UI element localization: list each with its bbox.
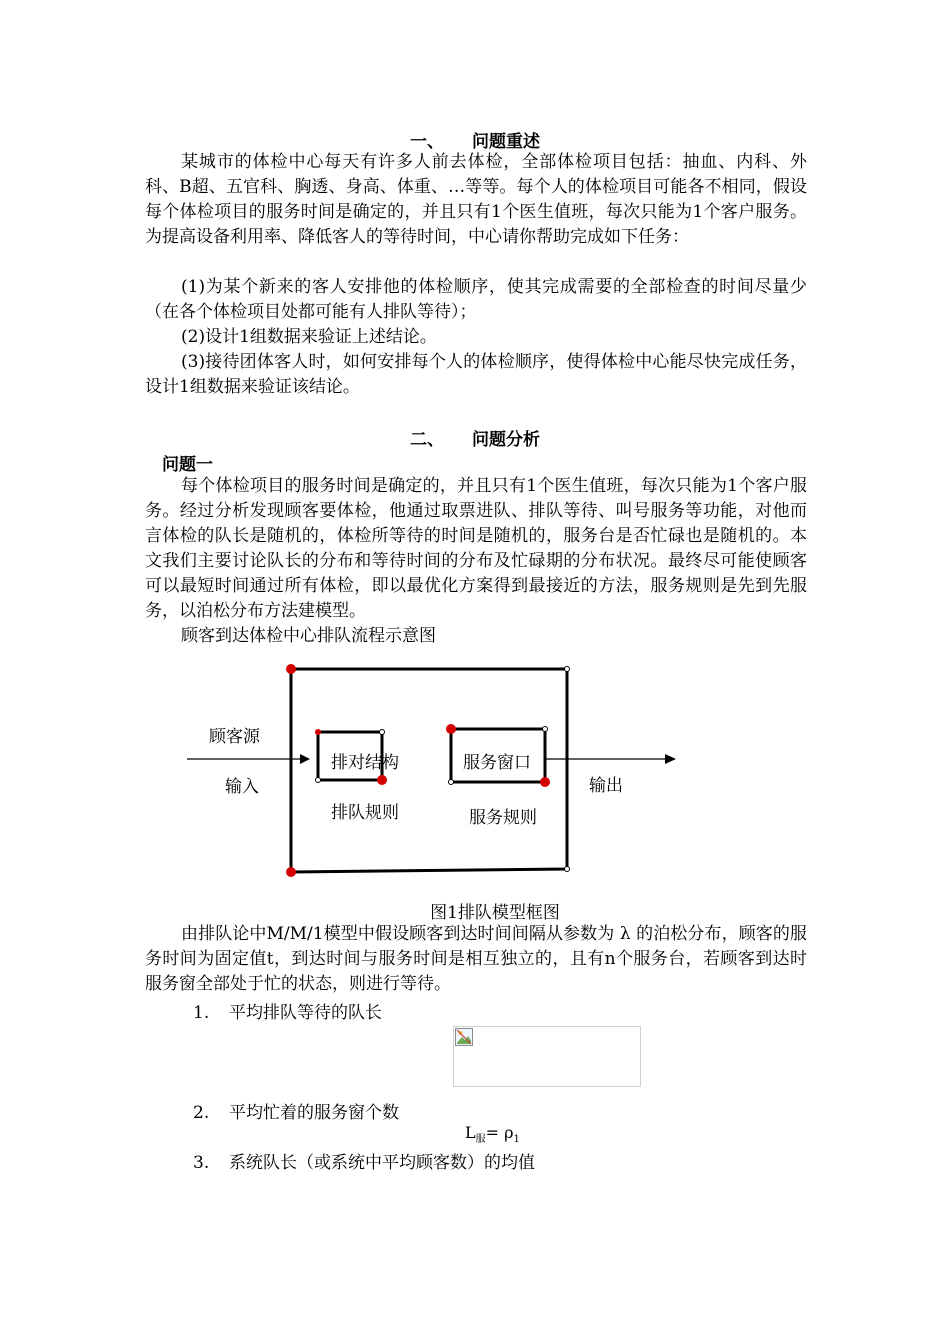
- list-item-2: [193, 1098, 399, 1123]
- section-1-number: 一、: [410, 132, 444, 152]
- formula-rhs-sub: 1: [513, 1134, 520, 1146]
- marker-hollow: [543, 727, 548, 732]
- task-3: (3)接待团体客人时，如何安排每个人的体检顺序，使得体检中心能尽快完成任务，设计1组数据来验证该结论。: [145, 352, 807, 397]
- list-text: 平均排队等待的队长: [229, 1003, 382, 1023]
- output-label: 输出: [589, 776, 623, 796]
- section-2-title: 问题分析: [472, 430, 540, 450]
- marker-hollow: [380, 730, 385, 735]
- task-2: (2)设计1组数据来验证上述结论。: [181, 327, 437, 347]
- list-text: 系统队长（或系统中平均顾客数）的均值: [229, 1153, 535, 1173]
- input-label: 输入: [225, 777, 259, 797]
- task-1: (1)为某个新来的客人安排他的体检顺序，使其完成需要的全部检查的时间尽量少（在各个体检项目处都可能有人排队等待）；: [145, 277, 807, 322]
- customer-source-label: 顾客源: [209, 727, 260, 747]
- section-1-title: 问题重述: [472, 132, 540, 152]
- marker-hollow: [316, 778, 321, 783]
- output-arrowhead: [665, 754, 676, 764]
- subheading-problem-1: 问题一: [162, 455, 213, 475]
- marker: [315, 729, 321, 735]
- formula-lhs-sub: 服: [475, 1134, 486, 1146]
- marker: [286, 867, 296, 877]
- service-rule-label: 服务规则: [469, 808, 537, 828]
- section-1-intro: 某城市的体检中心每天有许多人前去体检，全部体检项目包括：抽血、内科、外科、B超、五官科、胸透、身高、体重、…等等。每个人的体检项目可能各不相同，假设每个体检项目的服务时间是确定的，并且只有1个医生值班，每次只能为1个客户服务。为提高设备利用率、降低客人的等待时间，中心请你帮助完成如下任务：: [145, 152, 807, 247]
- section-2-number: 二、: [410, 430, 444, 450]
- formula-l-service: [465, 1123, 520, 1145]
- formula-eq: = ρ: [485, 1123, 514, 1142]
- broken-image-icon: [455, 1028, 473, 1046]
- flow-diagram-title: 顾客到达体检中心排队流程示意图: [181, 626, 436, 646]
- section-2-paragraph-1: 每个体检项目的服务时间是确定的，并且只有1个医生值班，每次只能为1个客户服务。经过分析发现顾客要体检，他通过取票进队、排队等待、叫号服务等功能，对他而言体检的队长是随机的，体检所等待的时间是随机的，服务台是否忙碌也是随机的。本文我们主要讨论队长的分布和等待时间的分布及忙碌期的分布状况。最终尽可能使顾客可以最短时间通过所有体检，即以最优化方案得到最接近的方法，服务规则是先到先服务，以泊松分布方法建模型。: [145, 476, 807, 621]
- marker-hollow: [565, 867, 570, 872]
- section-2-paragraph-2: 由排队论中M/M/1模型中假设顾客到达时间间隔从参数为 λ 的泊松分布，顾客的服务时间为固定值t，到达时间与服务时间是相互独立的，且有n个服务台，若顾客到达时服务窗全部处于忙的状态，则进行等待。: [145, 924, 807, 994]
- marker: [446, 724, 456, 734]
- queue-structure-label: 排对结构: [331, 753, 399, 773]
- list-text: 平均忙着的服务窗个数: [229, 1103, 399, 1123]
- marker: [286, 664, 296, 674]
- marker: [377, 775, 387, 785]
- queue-rule-label: 排队规则: [331, 803, 399, 823]
- input-arrowhead: [300, 754, 310, 764]
- broken-image-placeholder: [453, 1026, 641, 1087]
- list-number: 3.: [193, 1153, 210, 1173]
- list-item-3: [193, 1148, 535, 1173]
- formula-lhs: L: [465, 1123, 476, 1142]
- list-item-1: [193, 998, 382, 1023]
- marker-hollow: [449, 780, 454, 785]
- service-window-label: 服务窗口: [463, 753, 531, 773]
- list-number: 1.: [193, 1003, 210, 1023]
- figure-caption: 图1排队模型框图: [430, 903, 560, 923]
- list-number: 2.: [193, 1103, 210, 1123]
- marker-hollow: [565, 667, 570, 672]
- marker: [540, 777, 550, 787]
